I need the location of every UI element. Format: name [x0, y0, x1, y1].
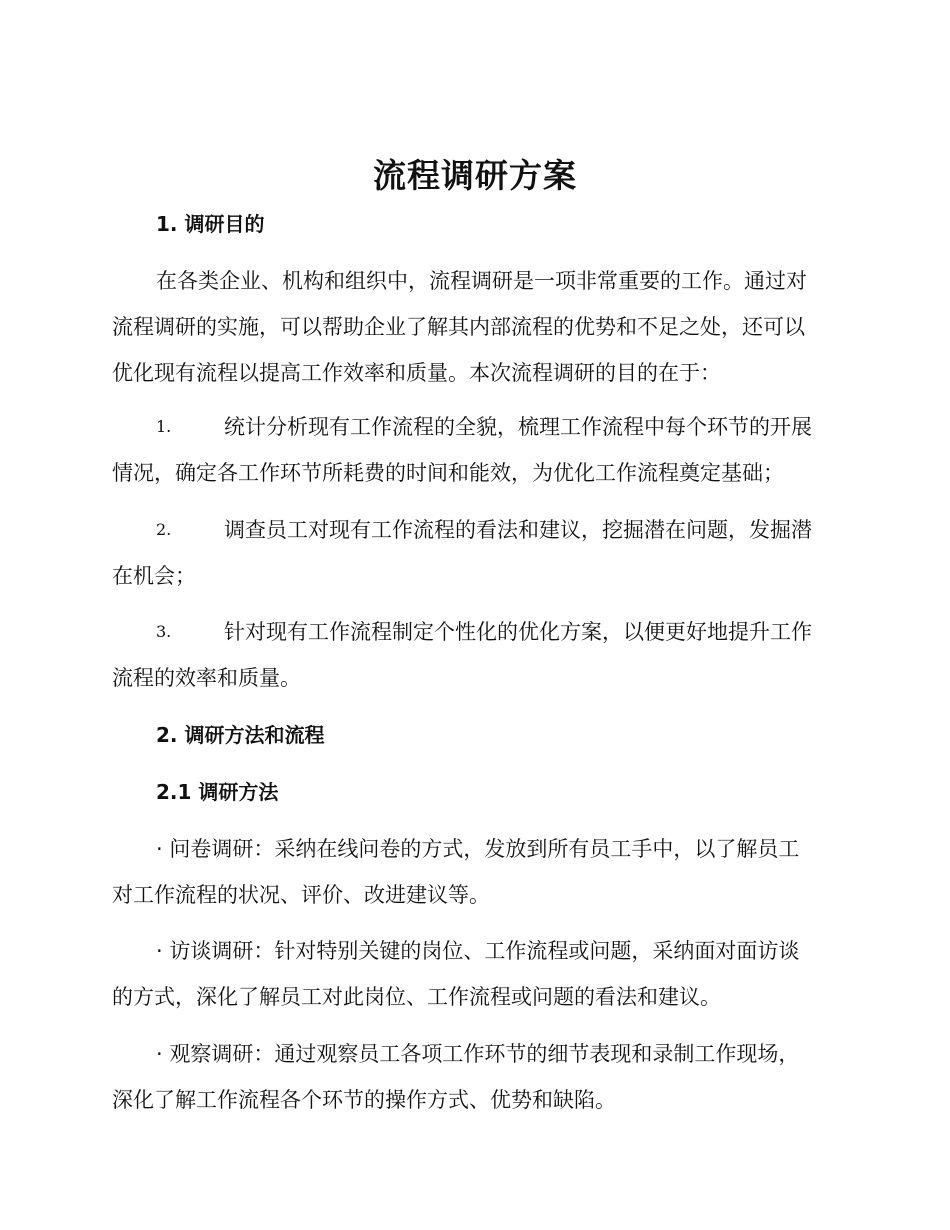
bullet-line: · 观察调研：通过观察员工各项工作环节的细节表现和录制工作现场，: [156, 1042, 800, 1066]
purpose-paragraph: [112, 258, 837, 396]
item-line: 流程的效率和质量。: [112, 666, 301, 690]
paragraph-line: 优化现有流程以提高工作效率和质量。本次流程调研的目的在于：: [112, 361, 721, 385]
subsection-heading-methods: 2.1 调研方法: [156, 780, 279, 804]
bullet-questionnaire: [112, 826, 837, 918]
bullet-observation: [112, 1031, 837, 1123]
numbered-item-1: [112, 404, 837, 496]
bullet-line: 的方式，深化了解员工对此岗位、工作流程或问题的看法和建议。: [112, 985, 721, 1009]
bullet-line: 对工作流程的状况、评价、改进建议等。: [112, 883, 490, 907]
item-number: 3.: [156, 622, 172, 641]
document-title: 流程调研方案: [373, 156, 577, 195]
bullet-line: 深化了解工作流程各个环节的操作方式、优势和缺陷。: [112, 1088, 616, 1112]
item-line: 在机会；: [112, 564, 196, 588]
item-line: 调查员工对现有工作流程的看法和建议，挖掘潜在问题，发掘潜: [224, 518, 812, 542]
item-line: 情况，确定各工作环节所耗费的时间和能效，为优化工作流程奠定基础；: [112, 461, 784, 485]
item-number: 1.: [156, 417, 172, 436]
numbered-item-2: [112, 507, 837, 599]
section-heading-purpose: 1. 调研目的: [156, 212, 265, 236]
paragraph-line: 流程调研的实施，可以帮助企业了解其内部流程的优势和不足之处，还可以: [112, 315, 805, 339]
paragraph-line: 在各类企业、机构和组织中，流程调研是一项非常重要的工作。通过对: [156, 269, 807, 293]
numbered-item-3: [112, 609, 837, 701]
item-number: 2.: [156, 520, 172, 539]
item-line: 统计分析现有工作流程的全貌，梳理工作流程中每个环节的开展: [224, 415, 812, 439]
item-line: 针对现有工作流程制定个性化的优化方案，以便更好地提升工作: [224, 620, 812, 644]
bullet-interview: [112, 928, 837, 1020]
bullet-line: · 访谈调研：针对特别关键的岗位、工作流程或问题，采纳面对面访谈: [156, 939, 800, 963]
section-heading-methods: 2. 调研方法和流程: [156, 723, 325, 747]
bullet-line: · 问卷调研：采纳在线问卷的方式，发放到所有员工手中，以了解员工: [156, 837, 800, 861]
